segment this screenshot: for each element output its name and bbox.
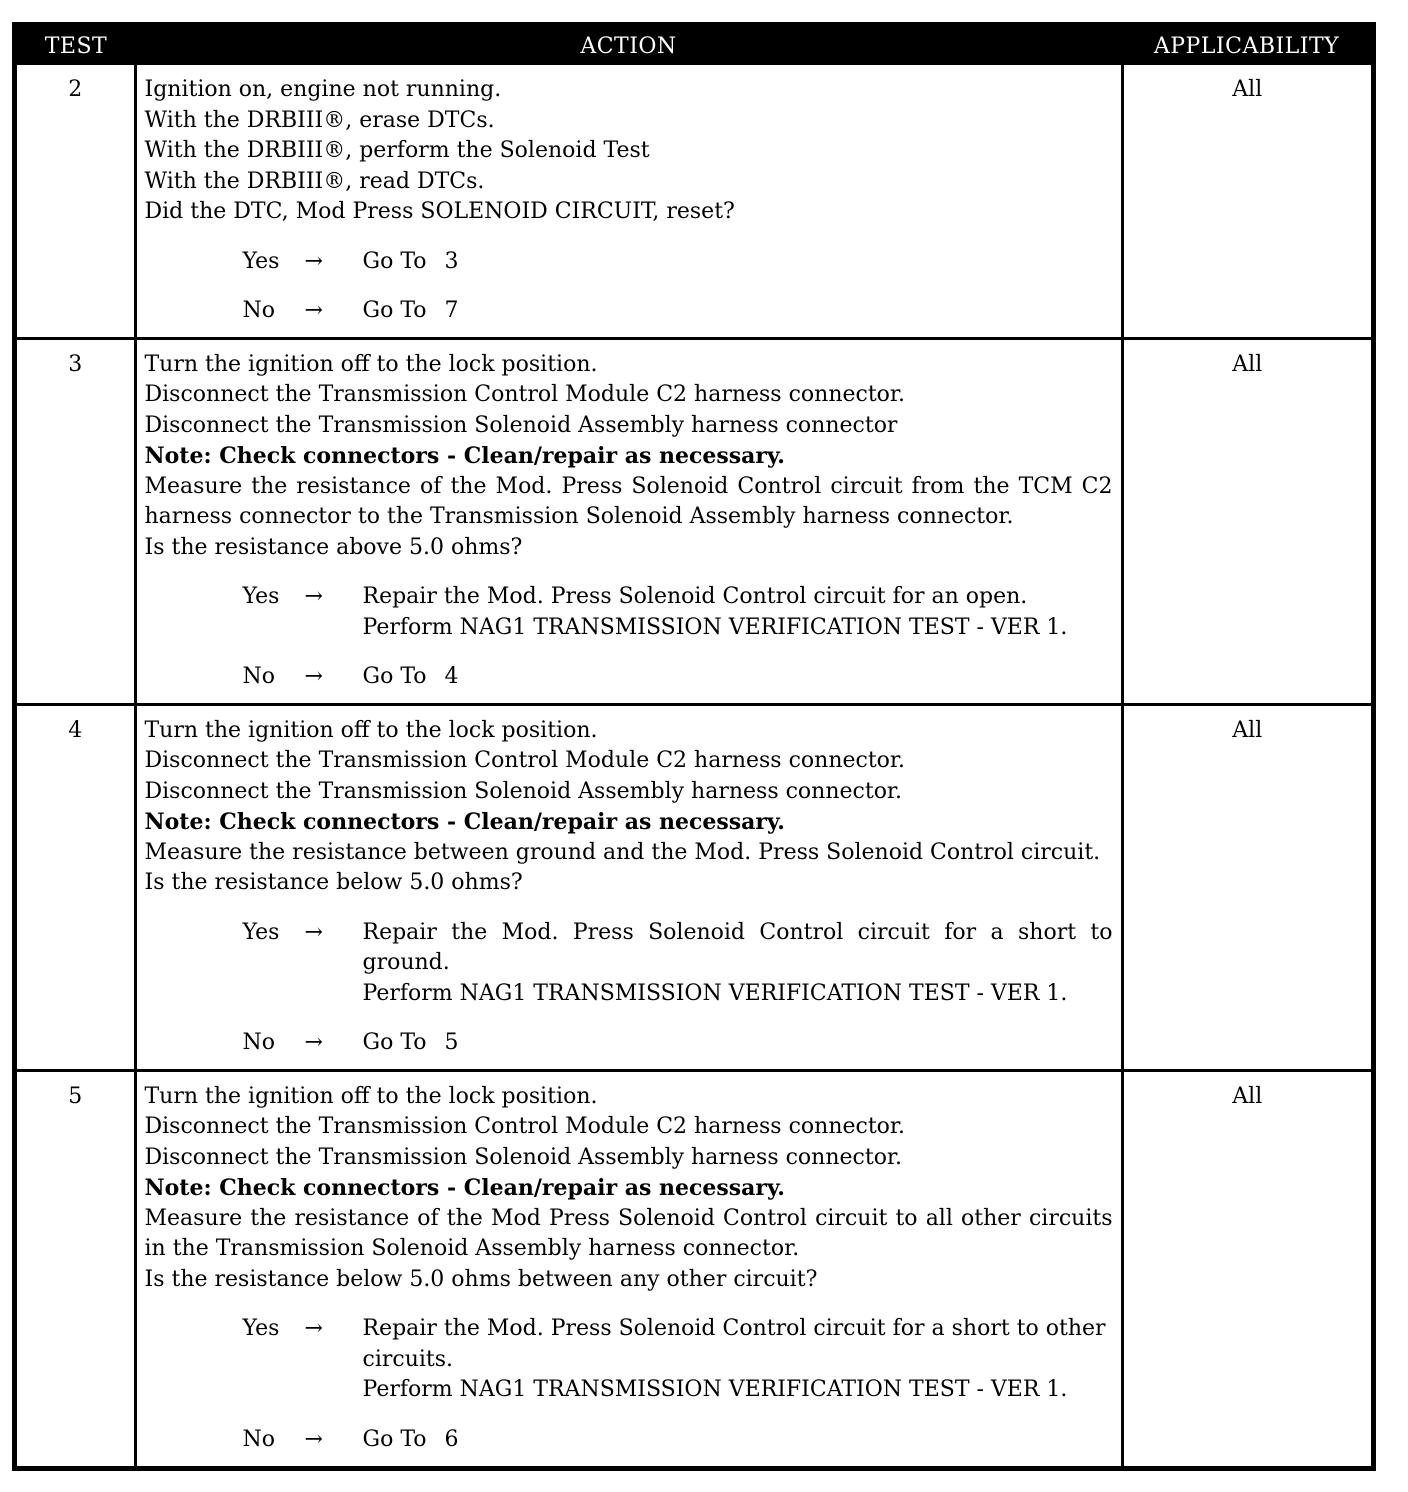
action-step: Disconnect the Transmission Solenoid Assembly harness connector. [144, 1144, 903, 1170]
no-result [363, 1028, 1113, 1059]
right-arrow-icon: → [304, 298, 323, 323]
header-action: ACTION [135, 27, 1122, 65]
applicability-value: All [1122, 1070, 1371, 1466]
header-row [17, 27, 1371, 65]
action-cell [135, 338, 1122, 704]
no-result [363, 1425, 1113, 1456]
verification-test-link: Perform NAG1 TRANSMISSION VERIFICATION TEST - VER 1. [362, 1377, 1068, 1402]
right-arrow-icon: → [304, 1316, 323, 1341]
no-result [363, 662, 1113, 693]
yes-label: Yes [242, 1316, 280, 1341]
action-step: Disconnect the Transmission Control Module C2 harness connector. [144, 1114, 906, 1139]
table-row [17, 704, 1371, 1070]
verification-test-link: Perform NAG1 TRANSMISSION VERIFICATION TEST - VER 1. [362, 980, 1068, 1006]
goto-label: Go To [362, 248, 427, 274]
action-cell [135, 65, 1122, 338]
verification-test-link: Perform NAG1 TRANSMISSION VERIFICATION TEST - VER 1. [362, 614, 1068, 640]
table-row [17, 338, 1371, 704]
action-step: Measure the resistance of the Mod. Press Solenoid Control circuit from the TCM C2 harness connector to the Transmission Solenoid Assembly harness connector. [144, 473, 1113, 529]
yes-label: Yes [242, 584, 280, 609]
test-number: 2 [17, 65, 135, 338]
right-arrow-icon: → [304, 584, 323, 609]
right-arrow-icon: → [304, 919, 323, 945]
right-arrow-icon: → [304, 1030, 323, 1055]
yes-label: Yes [242, 919, 280, 945]
yes-result [363, 918, 1113, 1010]
yes-result [363, 1314, 1113, 1406]
repair-instruction: Repair the Mod. Press Solenoid Control circuit for a short to ground. [362, 919, 1113, 975]
goto-number: 7 [444, 298, 459, 323]
action-step: Turn the ignition off to the lock position. [144, 1083, 598, 1109]
action-cell [135, 704, 1122, 1070]
applicability-value: All [1122, 704, 1371, 1070]
yes-result [363, 247, 1113, 278]
header-test: TEST [17, 27, 135, 65]
goto-label: Go To [362, 1030, 427, 1055]
action-question: Is the resistance below 5.0 ohms? [144, 870, 523, 895]
goto-number: 6 [444, 1426, 459, 1452]
action-note: Note: Check connectors - Clean/repair as necessary. [144, 1175, 785, 1201]
action-note: Note: Check connectors - Clean/repair as necessary. [144, 443, 785, 469]
repair-instruction: Repair the Mod. Press Solenoid Control circuit for an open. [362, 584, 1028, 609]
no-outcome [145, 662, 1113, 693]
action-step: Disconnect the Transmission Solenoid Assembly harness connector [144, 412, 898, 438]
table-header [17, 27, 1371, 65]
action-step: Disconnect the Transmission Control Module C2 harness connector. [144, 382, 906, 407]
action-step: Disconnect the Transmission Solenoid Assembly harness connector. [144, 778, 903, 804]
goto-number: 3 [444, 248, 459, 274]
action-step: With the DRBIII®, erase DTCs. [144, 107, 495, 133]
applicability-value: All [1122, 65, 1371, 338]
action-step: Turn the ignition off to the lock position. [144, 351, 598, 377]
no-label: No [242, 298, 275, 323]
action-step: Turn the ignition off to the lock position. [144, 717, 598, 743]
action-step: With the DRBIII®, read DTCs. [144, 168, 485, 194]
test-number: 5 [17, 1070, 135, 1466]
test-number: 4 [17, 704, 135, 1070]
action-step: Measure the resistance between ground and the Mod. Press Solenoid Control circuit. [144, 839, 1101, 865]
goto-label: Go To [362, 298, 427, 323]
yes-outcome [145, 1314, 1113, 1406]
yes-outcome [145, 247, 1113, 278]
table-row [17, 1070, 1371, 1466]
right-arrow-icon: → [304, 664, 323, 689]
diagnostic-table-frame [12, 22, 1376, 1471]
right-arrow-icon: → [304, 1426, 323, 1452]
action-question: Is the resistance below 5.0 ohms between any other circuit? [144, 1266, 818, 1292]
right-arrow-icon: → [304, 248, 323, 274]
no-outcome [145, 1028, 1113, 1059]
no-label: No [242, 664, 275, 689]
no-label: No [242, 1030, 275, 1055]
action-step: Ignition on, engine not running. [144, 77, 502, 102]
action-cell [135, 1070, 1122, 1466]
no-outcome [145, 1425, 1113, 1456]
goto-number: 5 [444, 1030, 459, 1055]
action-step: Measure the resistance of the Mod Press Solenoid Control circuit to all other circuits in the Transmission Solenoid Assembly harness connector. [144, 1205, 1113, 1261]
repair-instruction: Repair the Mod. Press Solenoid Control circuit for a short to other circuits. [362, 1316, 1106, 1372]
goto-label: Go To [362, 664, 427, 689]
table-row [17, 65, 1371, 338]
action-question: Did the DTC, Mod Press SOLENOID CIRCUIT, reset? [144, 199, 735, 224]
no-outcome [145, 296, 1113, 327]
no-label: No [242, 1426, 275, 1452]
yes-outcome [145, 582, 1113, 643]
yes-label: Yes [242, 248, 280, 274]
goto-number: 4 [444, 664, 459, 689]
applicability-value: All [1122, 338, 1371, 704]
action-step: With the DRBIII®, perform the Solenoid Test [144, 138, 650, 163]
diagnostic-table [17, 27, 1371, 1466]
action-note: Note: Check connectors - Clean/repair as necessary. [144, 809, 785, 835]
yes-outcome [145, 918, 1113, 1010]
header-applicability: APPLICABILITY [1122, 27, 1371, 65]
action-step: Disconnect the Transmission Control Module C2 harness connector. [144, 748, 906, 773]
goto-label: Go To [362, 1426, 427, 1452]
test-number: 3 [17, 338, 135, 704]
action-question: Is the resistance above 5.0 ohms? [144, 534, 523, 560]
yes-result [363, 582, 1113, 643]
no-result [363, 296, 1113, 327]
